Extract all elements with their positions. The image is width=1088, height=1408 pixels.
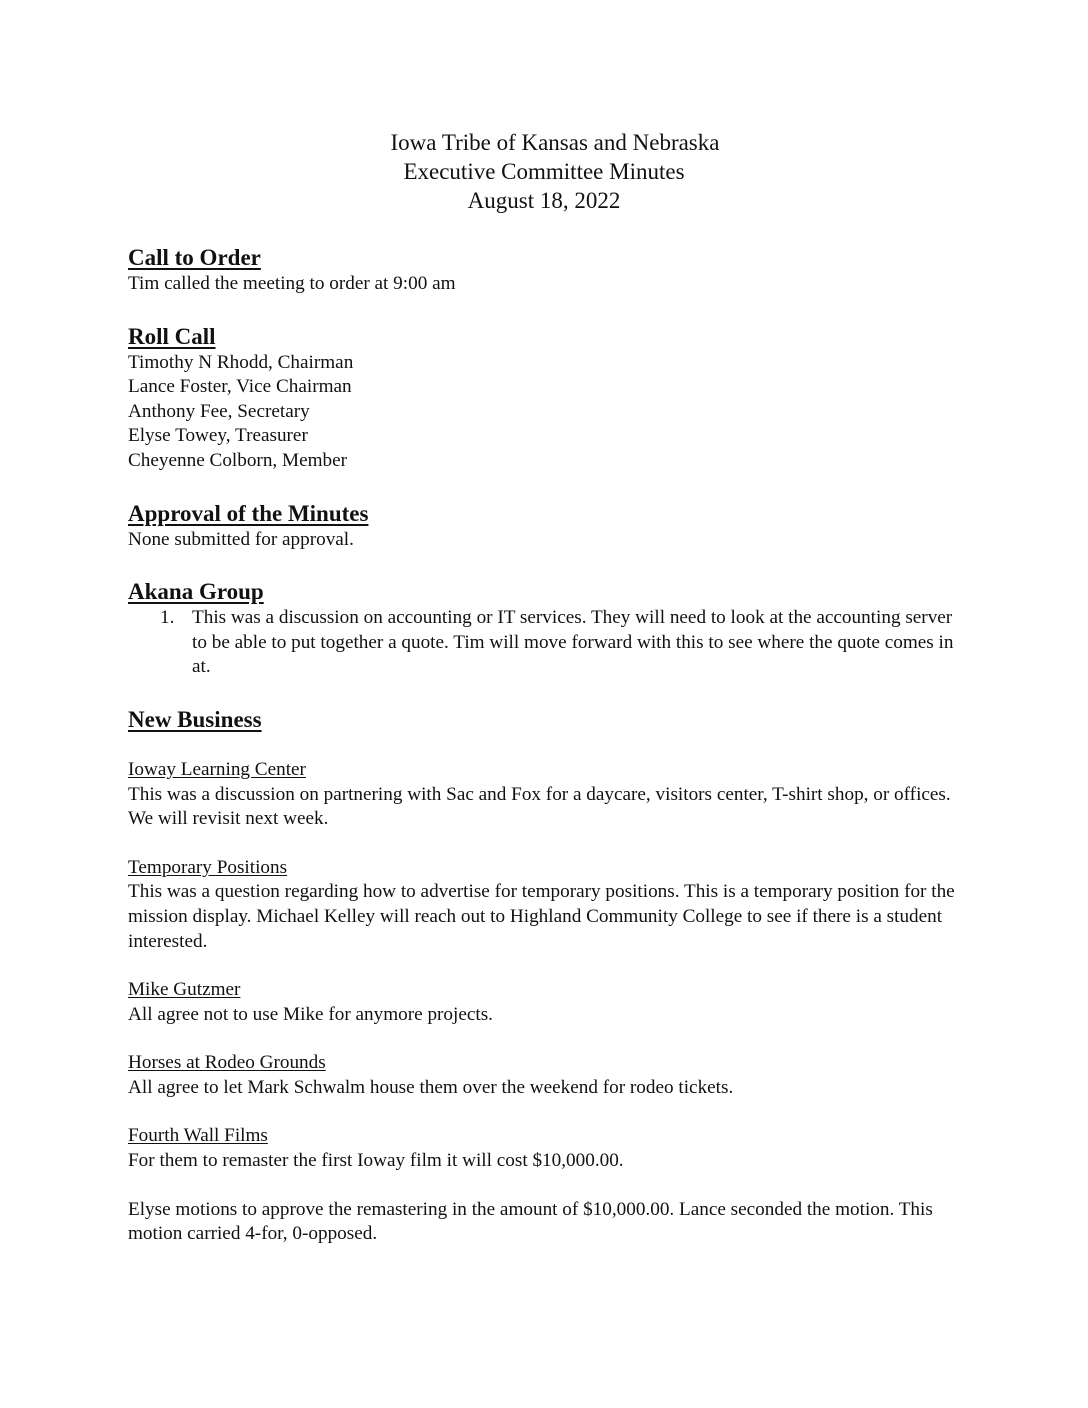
topic-title: Temporary Positions <box>128 856 288 878</box>
motion-text: Elyse motions to approve the remastering in the amount of $10,000.00. Lance seconded the motion. This motion carried 4-for, 0-opposed. <box>128 1198 933 1245</box>
section-heading: New Business <box>128 706 262 732</box>
document-title: Executive Committee Minutes <box>403 159 685 184</box>
list-item <box>128 606 968 680</box>
topic-title: Fourth Wall Films <box>128 1125 268 1147</box>
section-approval-of-minutes <box>128 500 968 553</box>
roll-call-member: Lance Foster, Vice Chairman <box>128 376 352 398</box>
roll-call-member: Anthony Fee, Secretary <box>128 400 310 422</box>
topic-text: All agree to let Mark Schwalm house them over the weekend for rodeo tickets. <box>128 1076 734 1098</box>
akana-group-list <box>128 606 968 680</box>
topic-text: For them to remaster the first Ioway film it will cost $10,000.00. <box>128 1150 624 1172</box>
section-heading: Approval of the Minutes <box>128 500 369 526</box>
section-heading: Call to Order <box>128 245 261 270</box>
topic-title: Mike Gutzmer <box>128 979 241 1001</box>
roll-call-member: Timothy N Rhodd, Chairman <box>128 351 354 373</box>
list-item-number: 1. <box>160 607 175 629</box>
topic-title: Horses at Rodeo Grounds <box>128 1052 326 1074</box>
roll-call-member: Cheyenne Colborn, Member <box>128 449 348 471</box>
list-item-text: This was a discussion on accounting or IT services. They will need to look at the accounting server to be able to put together a quote. Tim will move forward with this to see where the quote comes in at. <box>192 607 954 678</box>
topic-horses-at-rodeo-grounds <box>128 1051 968 1100</box>
topic-text: All agree not to use Mike for anymore projects. <box>128 1003 493 1025</box>
topic-title: Ioway Learning Center <box>128 758 306 780</box>
roll-call-member: Elyse Towey, Treasurer <box>128 425 308 447</box>
approval-of-minutes-text: None submitted for approval. <box>128 528 354 550</box>
organization-name: Iowa Tribe of Kansas and Nebraska <box>390 130 720 155</box>
meeting-date: August 18, 2022 <box>467 188 621 213</box>
topic-mike-gutzmer <box>128 978 968 1027</box>
document-header <box>0 128 1088 215</box>
topic-text: This was a question regarding how to advertise for temporary positions. This is a temporary position for the mission display. Michael Kelley will reach out to Highland Community College to see if there is a student interested. <box>128 881 955 952</box>
section-call-to-order <box>128 244 968 297</box>
call-to-order-text: Tim called the meeting to order at 9:00 am <box>128 273 456 294</box>
section-new-business <box>128 706 968 1247</box>
roll-call-list <box>128 351 968 474</box>
topic-ioway-learning-center <box>128 758 968 832</box>
document-body <box>128 244 968 1247</box>
topic-temporary-positions <box>128 856 968 954</box>
section-heading: Roll Call <box>128 323 216 349</box>
topic-text: This was a discussion on partnering with Sac and Fox for a daycare, visitors center, T-shirt shop, or offices. We will revisit next week. <box>128 783 951 830</box>
topic-fourth-wall-films <box>128 1124 968 1246</box>
section-akana-group <box>128 578 968 680</box>
section-heading: Akana Group <box>128 579 264 605</box>
section-roll-call <box>128 323 968 474</box>
